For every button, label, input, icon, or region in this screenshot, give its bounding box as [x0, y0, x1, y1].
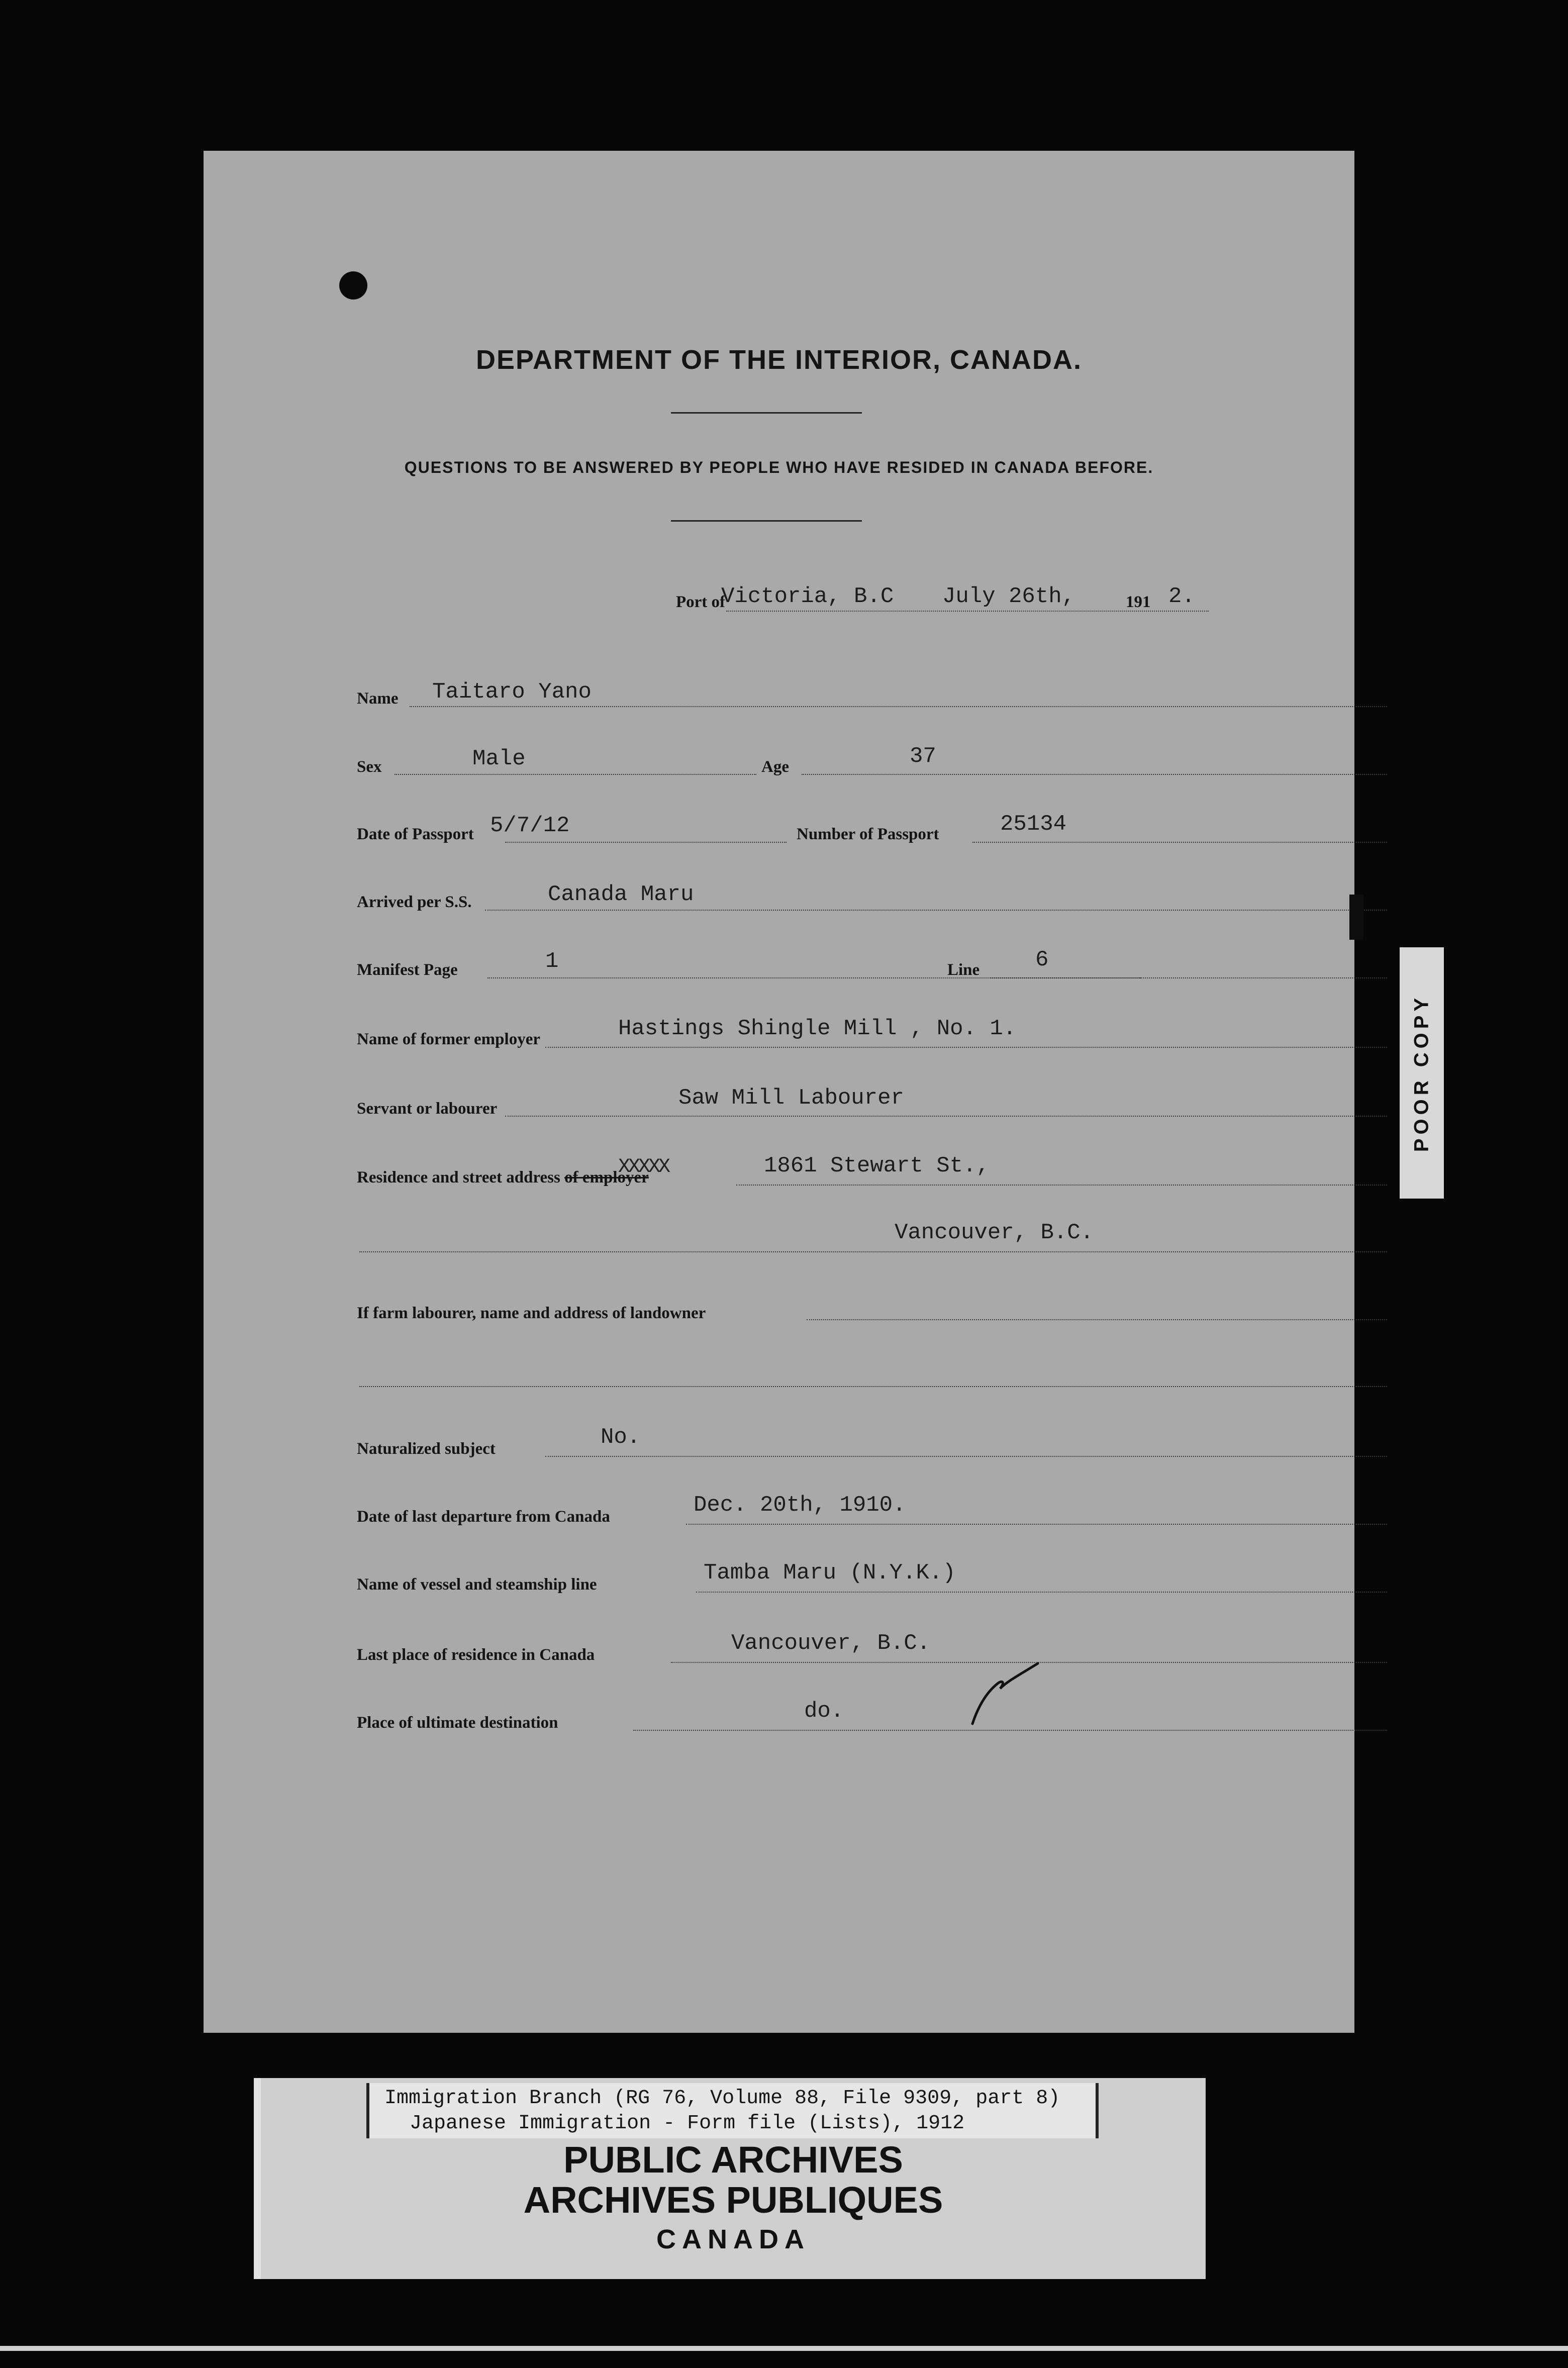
sex-label: Sex [357, 758, 382, 776]
farm-labourer-label: If farm labourer, name and address of landowner [357, 1304, 706, 1322]
year-suffix: 2. [1168, 584, 1195, 609]
naturalized-line [545, 1456, 1387, 1457]
age-value: 37 [910, 744, 936, 769]
age-line [802, 774, 1387, 775]
passport-date-value: 5/7/12 [490, 813, 570, 838]
destination-label: Place of ultimate destination [357, 1714, 558, 1732]
former-employer-label: Name of former employer [357, 1030, 540, 1048]
name-line [410, 706, 1387, 707]
handwritten-mark [962, 1658, 1048, 1729]
port-value: Victoria, B.C [721, 584, 894, 609]
sex-line [395, 774, 756, 775]
archives-label-card [254, 2078, 1206, 2279]
naturalized-value: No. [601, 1425, 641, 1450]
residence-line [736, 1185, 1387, 1186]
residence-line2 [359, 1251, 1387, 1252]
port-line [726, 611, 1209, 612]
residence-value-line2: Vancouver, B.C. [895, 1220, 1094, 1245]
last-residence-label: Last place of residence in Canada [357, 1646, 595, 1664]
poor-copy-stamp [1400, 947, 1444, 1199]
passport-date-line [505, 842, 787, 843]
name-value: Taitaro Yano [432, 679, 592, 705]
port-label: Port of [676, 593, 726, 611]
name-label: Name [357, 689, 399, 708]
servant-labourer-line [505, 1116, 1387, 1117]
residence-label-start: Residence and street address [357, 1168, 560, 1187]
punch-hole [339, 271, 367, 300]
passport-date-label: Date of Passport [357, 825, 474, 843]
servant-labourer-value: Saw Mill Labourer [678, 1086, 904, 1111]
last-departure-value: Dec. 20th, 1910. [694, 1493, 906, 1518]
reference-strip [366, 2083, 1099, 2138]
last-residence-value: Vancouver, B.C. [731, 1631, 931, 1656]
servant-labourer-label: Servant or labourer [357, 1100, 498, 1118]
struck-out-text: XXXXX [618, 1156, 669, 1178]
residence-label [357, 1168, 649, 1187]
former-employer-line [545, 1047, 1387, 1048]
arrived-per-value: Canada Maru [548, 882, 694, 907]
former-employer-value: Hastings Shingle Mill , No. 1. [618, 1016, 1017, 1041]
film-bottom-band [0, 2346, 1568, 2351]
reference-line-1: Immigration Branch (RG 76, Volume 88, File 9309, part 8) [384, 2087, 1060, 2110]
last-departure-line [686, 1524, 1387, 1525]
vessel-value: Tamba Maru (N.Y.K.) [704, 1560, 956, 1586]
residence-label-struck: of employer [564, 1168, 649, 1187]
form-subtitle: QUESTIONS TO BE ANSWERED BY PEOPLE WHO HAVE RESIDED IN CANADA BEFORE. [404, 458, 1154, 476]
archives-fr: ARCHIVES PUBLIQUES [523, 2179, 943, 2221]
vessel-line [696, 1592, 1387, 1593]
archives-en: PUBLIC ARCHIVES [563, 2139, 903, 2181]
passport-number-line [972, 842, 1387, 843]
page-edge-tab [1349, 895, 1363, 940]
arrived-per-label: Arrived per S.S. [357, 893, 472, 911]
last-departure-label: Date of last departure from Canada [357, 1508, 610, 1526]
age-label: Age [761, 758, 789, 776]
sex-value: Male [472, 746, 526, 771]
destination-line [633, 1730, 1387, 1731]
line-number-line [988, 977, 1387, 978]
reference-line-2: Japanese Immigration - Form file (Lists), 1912 [410, 2112, 965, 2135]
passport-number-label: Number of Passport [797, 825, 939, 843]
residence-value: 1861 Stewart St., [764, 1153, 990, 1178]
department-title: DEPARTMENT OF THE INTERIOR, CANADA. [476, 345, 1082, 375]
farm-labourer-line [807, 1319, 1387, 1320]
subtitle-rule [671, 520, 862, 522]
naturalized-label: Naturalized subject [357, 1440, 496, 1458]
arrived-per-line [485, 910, 1387, 911]
date-value: July 26th, [942, 584, 1075, 609]
manifest-page-value: 1 [545, 949, 559, 974]
archives-country: CANADA [656, 2224, 810, 2254]
line-label: Line [947, 961, 980, 979]
poor-copy-text: POOR COPY [1410, 994, 1433, 1152]
farm-labourer-line2 [359, 1386, 1387, 1387]
line-value: 6 [1035, 947, 1049, 972]
vessel-label: Name of vessel and steamship line [357, 1575, 597, 1594]
passport-number-value: 25134 [1000, 812, 1067, 837]
manifest-page-label: Manifest Page [357, 961, 458, 979]
destination-value: do. [804, 1699, 844, 1724]
immigration-form-document [204, 151, 1354, 2033]
title-rule [671, 412, 862, 414]
year-prefix: 191 [1126, 593, 1151, 611]
